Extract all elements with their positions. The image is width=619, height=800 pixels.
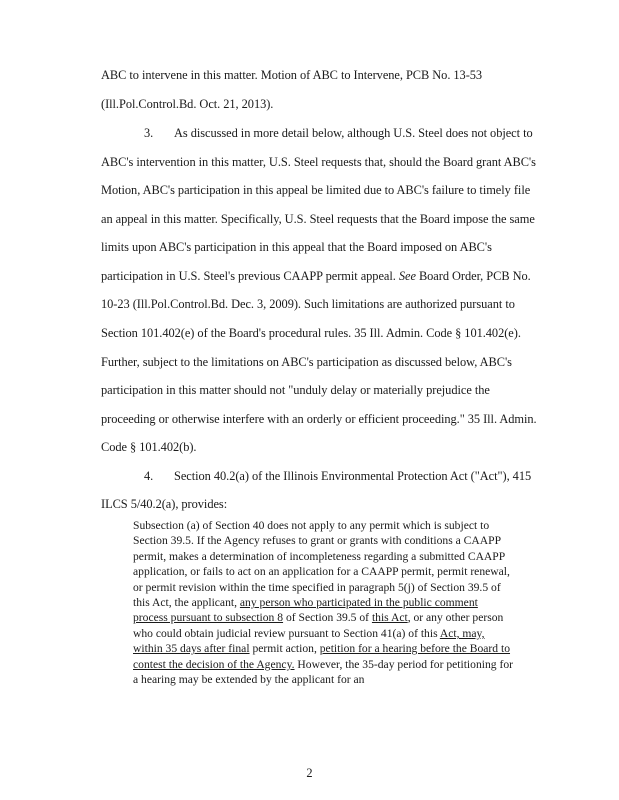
quote-underline-3: Act, may, within 35 days after final	[133, 626, 485, 656]
paragraph-4-line-2: ILCS 5/40.2(a), provides:	[101, 497, 228, 511]
page-number: 2	[306, 766, 313, 780]
quote-segment-5: However, the 35-day period for petitioning for a hearing may be extended by the applicant for an	[133, 657, 513, 687]
quote-segment-4: permit action,	[249, 642, 320, 656]
paragraph-3-line-12: Code § 101.402(b).	[101, 440, 197, 454]
quote-segment-3: , or any other person who could obtain judicial review pursuant to Section 41(a) of this	[133, 611, 504, 640]
paragraph-3-line-10: participation in this matter should not "unduly delay or materially prejudice the	[101, 383, 490, 397]
paragraph-3-line-1: As discussed in more detail below, although U.S. Steel does not object to	[174, 126, 533, 140]
paragraph-4-line-1: Section 40.2(a) of the Illinois Environmental Protection Act ("Act"), 415	[174, 469, 532, 483]
paragraph-2-line-1: ABC to intervene in this matter. Motion of ABC to Intervene, PCB No. 13-53	[101, 68, 483, 82]
line6-pre: participation in U.S. Steel's previous CAAPP permit appeal.	[101, 269, 399, 283]
statute-quote-text	[133, 518, 513, 687]
quote-segment-2: of Section 39.5 of	[283, 611, 372, 625]
paragraph-3-number: 3.	[144, 126, 154, 140]
quote-underline-1: any person who participated in the public comment process pursuant to subsection 8	[133, 596, 478, 625]
paragraph-3-line-11: proceeding or otherwise interfere with an orderly or efficient proceeding." 35 Ill. Admin.	[101, 412, 537, 426]
statute-quote	[133, 518, 513, 687]
paragraph-3-line-3: Motion, ABC's participation in this appeal be limited due to ABC's failure to timely file	[101, 183, 531, 197]
paragraph-3-line-5: limits upon ABC's participation in this appeal that the Board imposed on ABC's	[101, 240, 492, 254]
quote-underline-2: this Act	[371, 611, 408, 625]
see-signal: See	[398, 269, 416, 283]
paragraph-3-line-7: 10-23 (Ill.Pol.Control.Bd. Dec. 3, 2009). Such limitations are authorized pursuant to	[101, 297, 515, 311]
quote-underline-4: petition for a hearing before the Board to contest the decision of the Agency.	[133, 642, 511, 671]
paragraph-3-line-2: ABC's intervention in this matter, U.S. Steel requests that, should the Board grant ABC's	[101, 155, 536, 169]
paragraph-3-line-8: Section 101.402(e) of the Board's procedural rules. 35 Ill. Admin. Code § 101.402(e).	[101, 326, 521, 340]
paragraph-3-line-4: an appeal in this matter. Specifically, U.S. Steel requests that the Board impose the same	[101, 212, 535, 226]
paragraph-3-line-6	[101, 269, 619, 284]
paragraph-3-line-9: Further, subject to the limitations on ABC's participation as discussed below, ABC's	[101, 355, 512, 369]
paragraph-4-number: 4.	[144, 469, 154, 483]
line6-post: Board Order, PCB No.	[415, 269, 531, 283]
paragraph-2-line-2: (Ill.Pol.Control.Bd. Oct. 21, 2013).	[101, 97, 274, 111]
quote-segment-1: Subsection (a) of Section 40 does not apply to any permit which is subject to Section 39.5. If the Agency refuses to grant or grants with conditions a CAAPP permit, makes a determination of incompleteness regarding a submitted CAAPP application, or fails to act on an application for a CAAPP permit, permit renewal, or permit revision within the time specified in paragraph 5(j) of Section 39.5 of this Act, the applicant,	[133, 519, 510, 610]
